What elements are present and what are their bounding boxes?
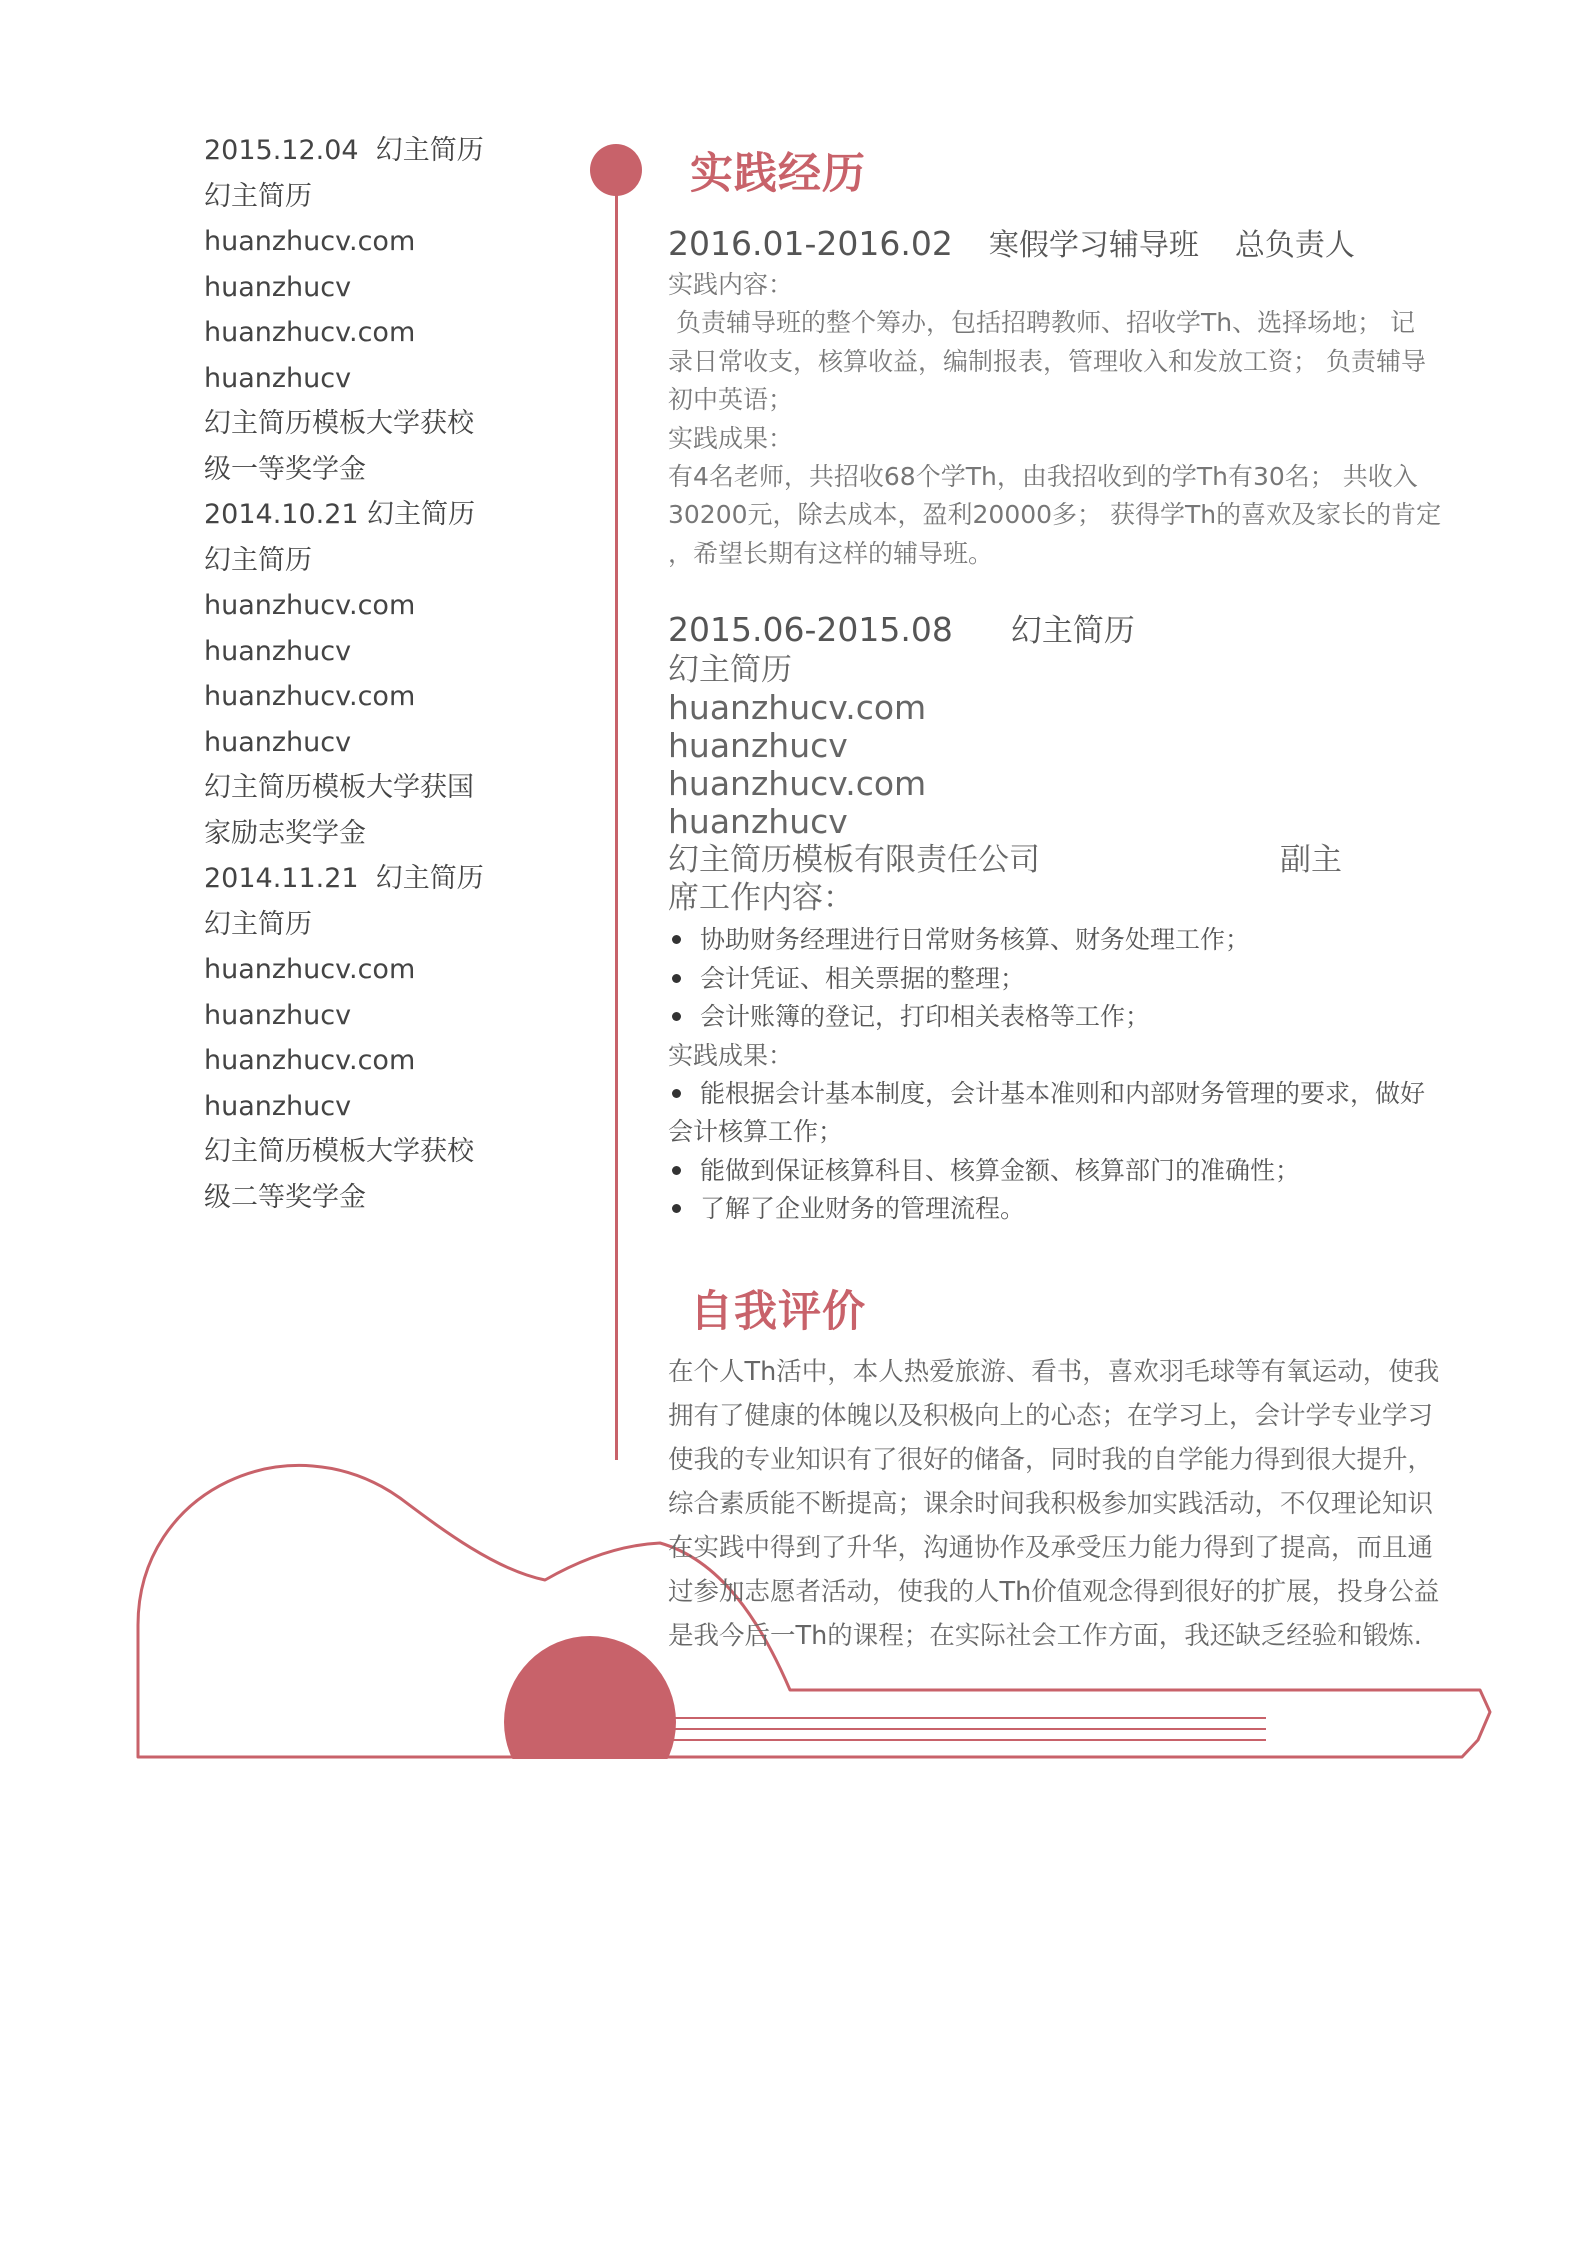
exp1-content-line: 录日常收支，核算收益，编制报表，管理收入和发放工资； 负责辅导 [668, 346, 1426, 376]
result-text: 能做到保证核算科目、核算金额、核算部门的准确性； [700, 1155, 1301, 1185]
exp2-role-part2: 席工作内容： [668, 880, 854, 916]
exp1-result-line: 30200元，除去成本，盈利20000多； 获得学Th的喜欢及家长的肯定 [668, 500, 1442, 529]
award-line: huanzhucv.com [204, 317, 416, 348]
bullet-dot [672, 1012, 681, 1021]
exp2-line: huanzhucv.com [668, 688, 927, 727]
self-eval-line: 使我的专业知识有了很好的储备，同时我的自学能力得到很大提升， [668, 1445, 1434, 1475]
exp2-line: huanzhucv [668, 726, 848, 765]
result-item [668, 1190, 1498, 1229]
award-line: 2014.10.21 幻主简历 [204, 499, 476, 530]
self-eval-body [668, 1350, 1488, 1658]
exp1-header [668, 224, 1498, 266]
award-line: huanzhucv.com [204, 954, 416, 985]
self-eval-line: 在个人Th活中，本人热爱旅游、看书，喜欢羽毛球等有氧运动，使我 [668, 1357, 1440, 1387]
exp2-duties [668, 921, 1498, 1037]
bullet-dot [672, 1204, 681, 1213]
exp2-line: 幻主简历 [668, 652, 792, 688]
exp1-date: 2016.01-2016.02 [668, 224, 953, 263]
award-line: 家励志奖学金 [204, 817, 366, 849]
award-line: huanzhucv [204, 362, 352, 394]
exp1-result-line: ，希望长期有这样的辅导班。 [668, 538, 994, 568]
award-line: huanzhucv.com [204, 590, 416, 621]
awards-column [204, 128, 504, 1220]
self-eval-line: 拥有了健康的体魄以及积极向上的心态；在学习上，会计学专业学习 [668, 1401, 1434, 1431]
award-line: 幻主简历 [204, 544, 312, 576]
exp2-results [668, 1075, 1498, 1229]
award-line: 幻主简历模板大学获校 [204, 408, 474, 439]
bullet-dot [672, 935, 681, 944]
exp2-company: 幻主简历模板有限责任公司 [668, 842, 1040, 878]
bullet-dot [672, 1089, 681, 1098]
award-line: huanzhucv [204, 726, 352, 758]
practice-title: 实践经历 [690, 149, 866, 199]
award-line: huanzhucv.com [204, 226, 416, 257]
duty-text: 会计账簿的登记，打印相关表格等工作； [700, 1002, 1151, 1031]
duty-item [668, 998, 1498, 1037]
exp1-result-label: 实践成果： [668, 423, 794, 453]
timeline-line [615, 170, 618, 1460]
exp2-header [668, 610, 1498, 651]
award-line: huanzhucv [204, 1090, 352, 1122]
exp1-result-line: 有4名老师，共招收68个学Th，由我招收到的学Th有30名； 共收入 [668, 461, 1418, 491]
duty-text: 协助财务经理进行日常财务核算、财务处理工作； [700, 925, 1251, 954]
result-item [668, 1075, 1498, 1114]
award-line: huanzhucv.com [204, 681, 416, 712]
exp2-date: 2015.06-2015.08 [668, 610, 953, 649]
award-line: huanzhucv.com [204, 1045, 416, 1076]
award-line: huanzhucv [204, 271, 352, 303]
guitar-sound-hole-mask [490, 1759, 690, 1859]
self-eval-line: 在实践中得到了升华，沟通协作及承受压力能力得到了提高，而且通 [668, 1533, 1434, 1563]
exp2-line: huanzhucv [668, 802, 848, 841]
award-line: 级一等奖学金 [204, 453, 366, 485]
result-item [668, 1152, 1498, 1191]
exp2-result-label: 实践成果： [668, 1040, 794, 1070]
award-line: 级二等奖学金 [204, 1181, 366, 1213]
exp1-content-line: 初中英语； [668, 385, 794, 414]
award-line: 幻主简历 [204, 180, 312, 212]
award-line: 2015.12.04 幻主简历 [204, 135, 484, 166]
exp2-line: huanzhucv.com [668, 764, 927, 803]
result-continuation: 会计核算工作； [668, 1117, 844, 1146]
exp1-content-label: 实践内容： [668, 270, 794, 299]
bullet-dot [672, 974, 681, 983]
award-line: 2014.11.21 幻主简历 [204, 863, 484, 894]
practice-exp-2 [668, 610, 1498, 1229]
award-line: huanzhucv [204, 635, 352, 667]
practice-exp-1 [668, 224, 1498, 573]
duty-item [668, 921, 1498, 960]
exp2-org: 幻主简历 [1010, 613, 1135, 649]
duty-item [668, 960, 1498, 999]
exp2-role-part1: 副主 [1280, 842, 1342, 878]
bullet-dot [672, 1166, 681, 1175]
self-eval-title: 自我评价 [690, 1287, 866, 1337]
duty-text: 会计凭证、相关票据的整理； [700, 963, 1026, 993]
self-eval-line: 是我今后一Th的课程；在实际社会工作方面，我还缺乏经验和锻炼. [668, 1621, 1422, 1651]
exp1-content-line: 负责辅导班的整个筹办，包括招聘教师、招收学Th、选择场地； 记 [668, 308, 1416, 337]
award-line: huanzhucv [204, 999, 352, 1031]
award-line: 幻主简历 [204, 908, 312, 940]
self-eval-line: 综合素质能不断提高；课余时间我积极参加实践活动，不仅理论知识 [668, 1489, 1434, 1519]
exp1-role: 总负责人 [1234, 228, 1355, 263]
exp2-company-line [668, 841, 1498, 879]
award-line: 幻主简历模板大学获国 [204, 772, 474, 803]
result-text: 了解了企业财务的管理流程。 [700, 1194, 1026, 1223]
exp1-org: 寒假学习辅导班 [988, 228, 1199, 263]
result-text: 能根据会计基本制度，会计基本准则和内部财务管理的要求，做好 [700, 1078, 1426, 1108]
award-line: 幻主简历模板大学获校 [204, 1136, 474, 1167]
self-eval-line: 过参加志愿者活动，使我的人Th价值观念得到很好的扩展，投身公益 [668, 1577, 1440, 1607]
